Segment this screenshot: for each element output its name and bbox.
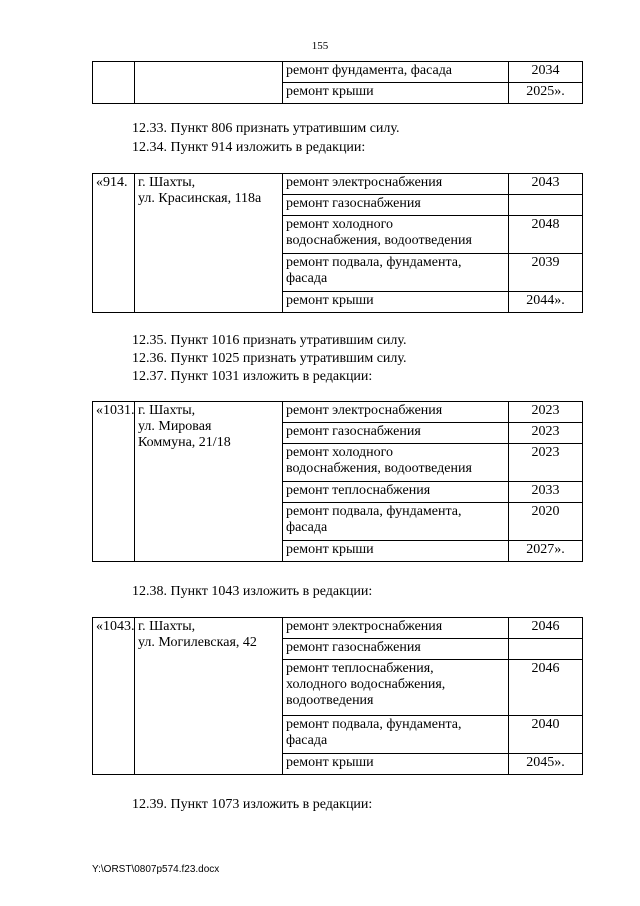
paragraph-12-38: 12.38. Пункт 1043 изложить в редакции:	[132, 584, 373, 599]
work-cell: ремонт электроснабжения	[283, 618, 509, 639]
work-line: фасада	[286, 733, 328, 748]
work-cell: ремонт газоснабжения	[283, 195, 509, 216]
year-cell: 2040	[509, 716, 583, 754]
work-line: ремонт подвала, фундамента,	[286, 504, 462, 519]
work-line: ремонт холодного	[286, 217, 394, 232]
paragraph-12-33: 12.33. Пункт 806 признать утратившим силу.	[132, 121, 400, 136]
table-1043	[92, 617, 583, 775]
work-line: холодного водоснабжения,	[286, 677, 446, 692]
table-row	[93, 62, 583, 83]
work-cell: ремонт фундамента, фасада	[283, 62, 509, 83]
address-line: г. Шахты,	[138, 403, 196, 418]
address-cell	[135, 62, 283, 104]
table-row	[93, 402, 583, 423]
work-line: водоснабжения, водоотведения	[286, 461, 472, 476]
work-line: ремонт подвала, фундамента,	[286, 717, 462, 732]
work-cell	[283, 660, 509, 716]
year-cell: 2039	[509, 254, 583, 292]
work-cell: ремонт газоснабжения	[283, 423, 509, 444]
year-cell: 2033	[509, 482, 583, 503]
work-cell: ремонт крыши	[283, 292, 509, 313]
table-1031	[92, 401, 583, 562]
footer-file-path: Y:\ORST\0807p574.f23.docx	[92, 864, 220, 875]
work-line: фасада	[286, 271, 328, 286]
year-cell: 2034	[509, 62, 583, 83]
year-cell: 2023	[509, 402, 583, 423]
year-cell: 2046	[509, 618, 583, 639]
item-number: «914.	[93, 174, 135, 313]
table-row	[93, 618, 583, 639]
work-cell: ремонт теплоснабжения	[283, 482, 509, 503]
address-line: г. Шахты,	[138, 175, 196, 190]
table-continuation	[92, 61, 583, 104]
paragraph-12-39: 12.39. Пункт 1073 изложить в редакции:	[132, 797, 373, 812]
item-number: «1043.	[93, 618, 135, 775]
year-cell: 2023	[509, 444, 583, 482]
work-cell: ремонт крыши	[283, 754, 509, 775]
number-cell	[93, 62, 135, 104]
year-cell	[509, 639, 583, 660]
item-number: «1031.	[93, 402, 135, 562]
work-line: ремонт подвала, фундамента,	[286, 255, 462, 270]
paragraph-12-36: 12.36. Пункт 1025 признать утратившим силу.	[132, 351, 407, 366]
work-cell: ремонт электроснабжения	[283, 174, 509, 195]
work-line: ремонт холодного	[286, 445, 394, 460]
work-line: ремонт теплоснабжения,	[286, 661, 434, 676]
table-914	[92, 173, 583, 313]
address-cell	[135, 618, 283, 775]
work-line: фасада	[286, 520, 328, 535]
address-cell	[135, 402, 283, 562]
work-cell: ремонт газоснабжения	[283, 639, 509, 660]
page-number: 155	[311, 40, 329, 52]
year-cell: 2045».	[509, 754, 583, 775]
work-line: водоснабжения, водоотведения	[286, 233, 472, 248]
address-line: Коммуна, 21/18	[138, 435, 231, 450]
work-cell	[283, 503, 509, 541]
year-cell: 2048	[509, 216, 583, 254]
address-line: ул. Могилевская, 42	[138, 635, 257, 650]
year-cell: 2027».	[509, 541, 583, 562]
work-cell	[283, 254, 509, 292]
year-cell: 2044».	[509, 292, 583, 313]
work-line: водоотведения	[286, 693, 374, 708]
paragraph-12-35: 12.35. Пункт 1016 признать утратившим силу.	[132, 333, 407, 348]
paragraph-12-37: 12.37. Пункт 1031 изложить в редакции:	[132, 369, 373, 384]
address-line: г. Шахты,	[138, 619, 196, 634]
address-line: ул. Мировая	[138, 419, 212, 434]
work-cell: ремонт электроснабжения	[283, 402, 509, 423]
year-cell	[509, 195, 583, 216]
year-cell: 2023	[509, 423, 583, 444]
address-line: ул. Красинская, 118а	[138, 191, 262, 206]
table-row	[93, 174, 583, 195]
work-cell	[283, 444, 509, 482]
year-cell: 2020	[509, 503, 583, 541]
year-cell: 2043	[509, 174, 583, 195]
work-cell: ремонт крыши	[283, 83, 509, 104]
work-cell	[283, 216, 509, 254]
paragraph-12-34: 12.34. Пункт 914 изложить в редакции:	[132, 140, 366, 155]
year-cell: 2025».	[509, 83, 583, 104]
address-cell	[135, 174, 283, 313]
work-cell	[283, 716, 509, 754]
year-cell: 2046	[509, 660, 583, 716]
work-cell: ремонт крыши	[283, 541, 509, 562]
